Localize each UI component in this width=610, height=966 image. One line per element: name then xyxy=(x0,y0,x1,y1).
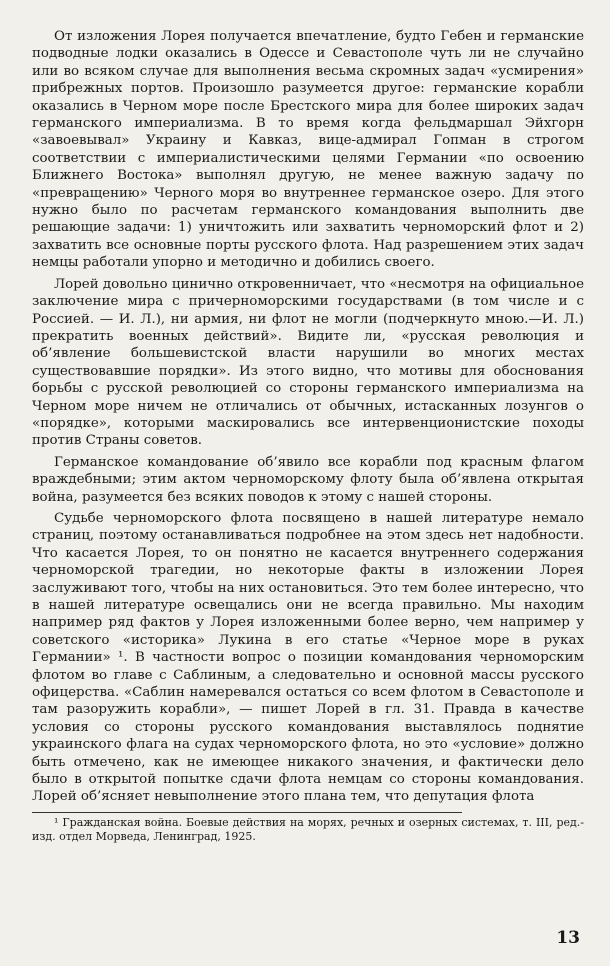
footnote-divider xyxy=(32,812,462,813)
paragraph-2: Лорей довольно цинично откровенничает, что «несмотря на официальное заключение мира с причерноморскими государствами (в том числе и с Россией. — И. Л.), ни армия, ни флот не могли (подчеркнуто мною.—И. Л.) прекратить военных действий». Видите ли, «русская революция и об’явление большевистской власти нарушили во многих местах существовавшие порядки». Из этого видно, что мотивы для обоснования борьбы с русской революцией со стороны германского империализма на Черном море ничем не отличались от обычных, истасканных лозунгов о «порядке», которыми маскировались все интервенционистские походы против Страны советов. xyxy=(32,276,584,449)
page-number: 13 xyxy=(556,928,580,948)
footnote: ¹ Гражданская война. Боевые действия на морях, речных и озерных системах, т. III, ред.-изд. отдел Морведа, Ленинград, 1925. xyxy=(32,815,584,843)
main-text xyxy=(32,28,584,806)
paragraph-3: Германское командование об’явило все корабли под красным флагом враждебными; этим актом черноморскому флоту была об’явлена открытая война, разумеется без всяких поводов к этому с нашей стороны. xyxy=(32,454,584,505)
paragraph-4: Судьбе черноморского флота посвящено в нашей литературе немало страниц, поэтому останавливаться подробнее на этом здесь нет надобности. Что касается Лорея, то он понятно не касается внутреннего содержания черноморской трагедии, но некоторые факты в изложении Лорея заслуживают того, чтобы на них остановиться. Это тем более интересно, что в нашей литературе освещались они не всегда правильно. Мы находим например ряд фактов у Лорея изложенными более верно, чем например у советского «историка» Лукина в его статье «Черное море в руках Германии» ¹. В частности вопрос о позиции командования черноморским флотом во главе с Саблиным, а следовательно и основной массы русского офицерства. «Саблин намеревался остаться со всем флотом в Севастополе и там разоружить корабли», — пишет Лорей в гл. 31. Правда в качестве условия со стороны русского командования выставлялось поднятие украинского флага на судах черноморского флота, но это «условие» должно быть отмечено, как не имеющее никакого значения, и фактически дело было в открытой попытке сдачи флота немцам со стороны командования. Лорей об’ясняет невыполнение этого плана тем, что депутация флота xyxy=(32,510,584,805)
paragraph-1: От изложения Лорея получается впечатление, будто Гебен и германские подводные лодки оказались в Одессе и Севастополе чуть ли не случайно или во всяком случае для выполнения весьма скромных задач «усмирения» прибрежных портов. Произошло разумеется другое: германские корабли оказались в Черном море после Брестского мира для более широких задач германского империализма. В то время когда фельдмаршал Эйхгорн «завоевывал» Украину и Кавказ, вице-адмирал Гопман в строгом соответствии с империалистическими целями Германии «по освоению Ближнего Востока» выполнял другую, не менее важную задачу по «превращению» Черного моря во внутреннее германское озеро. Для этого нужно было по расчетам германского командования выполнить две решающие задачи: 1) уничтожить или захватить черноморский флот и 2) захватить все основные порты русского флота. Над разрешением этих задач немцы работали упорно и методично и добились своего. xyxy=(32,29,584,271)
